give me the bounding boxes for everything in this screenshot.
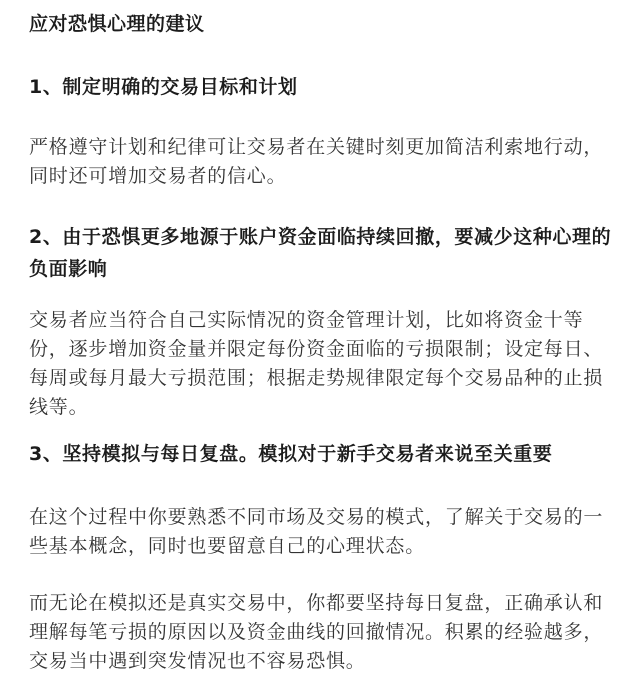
article-title: 应对恐惧心理的建议 [29, 13, 205, 35]
section-3-heading: 3、坚持模拟与每日复盘。模拟对于新手交易者来说至关重要 [29, 443, 553, 465]
section-3-paragraph-1: 在这个过程中你要熟悉不同市场及交易的模式，了解关于交易的一些基本概念，同时也要留意自己的心理状态。 [29, 506, 604, 557]
section-1-paragraph: 严格遵守计划和纪律可让交易者在关键时刻更加简洁利索地行动，同时还可增加交易者的信心。 [29, 136, 604, 187]
section-2-heading: 2、由于恐惧更多地源于账户资金面临持续回撤，要减少这种心理的负面影响 [29, 226, 612, 280]
section-2-paragraph: 交易者应当符合自己实际情况的资金管理计划，比如将资金十等份，逐步增加资金量并限定每份资金面临的亏损限制；设定每日、每周或每月最大亏损范围；根据走势规律限定每个交易品种的止损线等。 [29, 309, 604, 418]
section-1-heading: 1、制定明确的交易目标和计划 [29, 76, 298, 98]
section-3-paragraph-2: 而无论在模拟还是真实交易中，你都要坚持每日复盘，正确承认和理解每笔亏损的原因以及资金曲线的回撤情况。积累的经验越多，交易当中遇到突发情况也不容易恐惧。 [29, 592, 604, 672]
